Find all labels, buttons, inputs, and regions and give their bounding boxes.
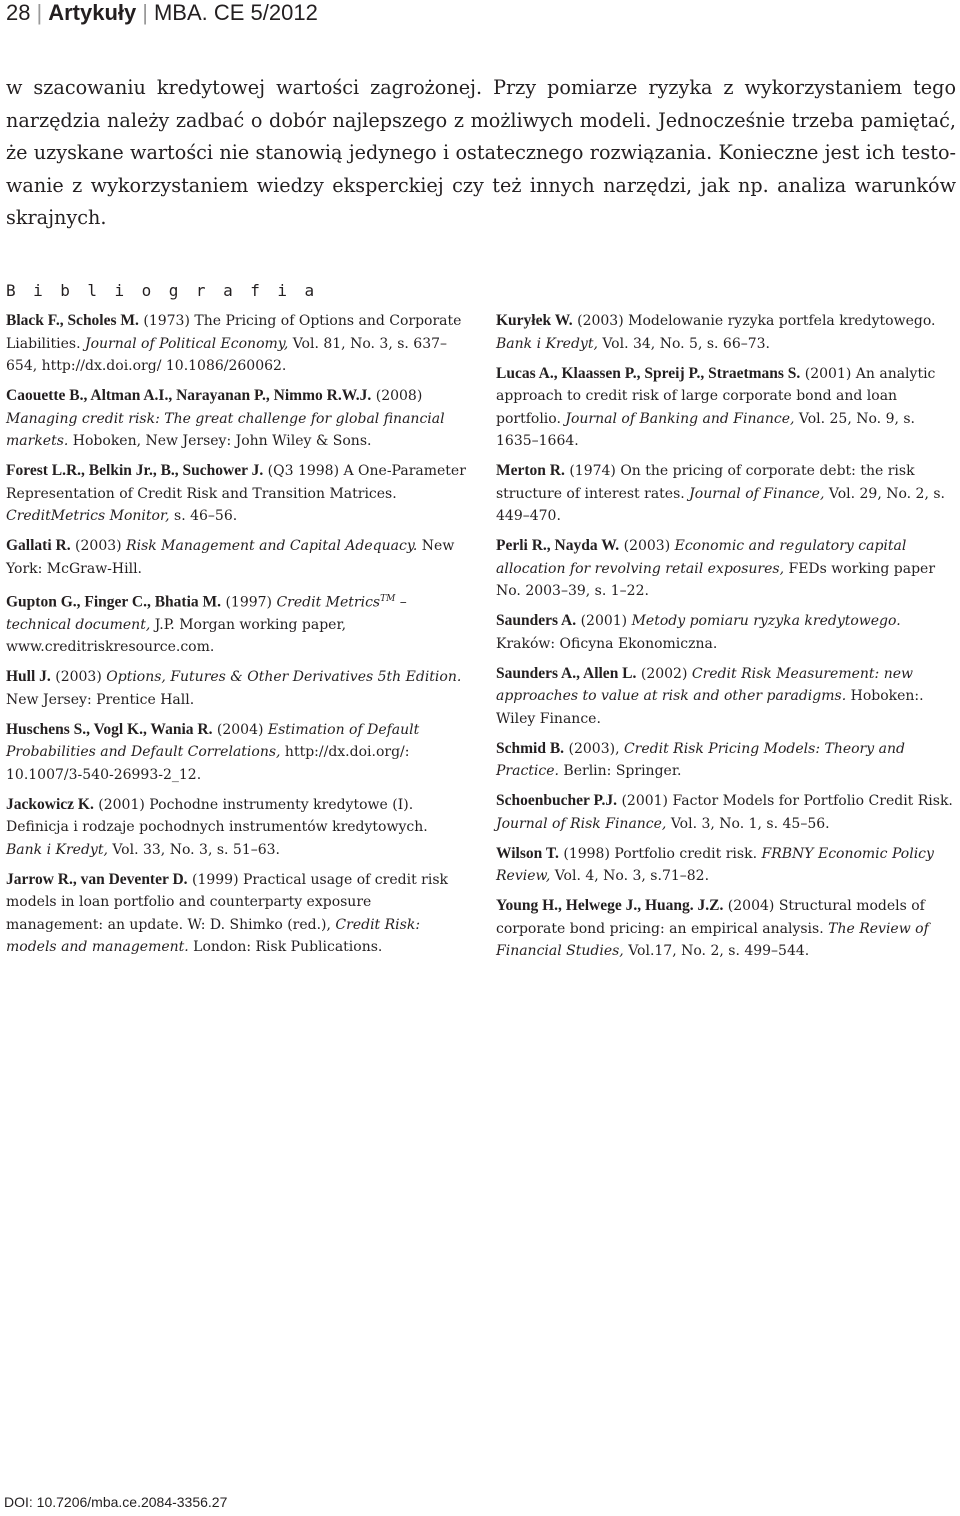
reference-entry: [6, 535, 466, 580]
reference-text: Vol. 29, No. 2, s. 449–470.: [496, 485, 945, 524]
reference-text: (2004): [212, 721, 268, 738]
reference-authors: Kuryłek W.: [496, 312, 573, 329]
intro-line: wanie z wykorzystaniem wiedzy eksperckiej czy też innych narzędzi, jak np. analiza warunków: [6, 173, 956, 197]
reference-entry: [6, 794, 466, 862]
reference-text: New York: McGraw-Hill.: [6, 538, 455, 577]
reference-authors: Wilson T.: [496, 844, 559, 862]
reference-entry: [496, 535, 958, 603]
reference-text: Kraków: Oficyna Ekonomiczna.: [496, 635, 718, 652]
reference-authors: Schmid B.: [496, 739, 565, 757]
reference-entry: [496, 363, 958, 453]
reference-entry: [6, 385, 466, 453]
reference-text: (1974) On the pricing of corporate debt: the risk structure of interest rates.: [496, 463, 915, 502]
reference-text: (2001) Factor Models for Portfolio Credit Risk.: [617, 793, 953, 809]
reference-entry: [496, 610, 958, 655]
reference-title: Options, Futures & Other Derivatives 5th Edition.: [106, 669, 462, 686]
reference-title: The Review of Financial Studies,: [496, 920, 929, 959]
reference-text: (1998) Portfolio credit risk.: [558, 845, 762, 862]
reference-title: Managing credit risk: The great challenge for global financial markets.: [6, 410, 445, 449]
reference-text: (2003),: [564, 740, 624, 757]
reference-entry: [6, 869, 466, 959]
reference-title: Estimation of Default Probabilities and Default Correlations,: [6, 721, 420, 761]
reference-text: (2003) Modelowanie ryzyka portfela kredytowego.: [572, 313, 936, 329]
reference-text: (1997): [221, 594, 277, 611]
reference-title: – technical document,: [6, 594, 407, 633]
reference-text: Hoboken, New Jersey: John Wiley & Sons.: [68, 433, 372, 449]
reference-entry: [6, 666, 466, 711]
reference-authors: Jarrow R., van Deventer D.: [6, 870, 188, 888]
reference-text: (2003): [50, 669, 107, 686]
reference-entry: [6, 719, 466, 787]
reference-text: Vol. 3, No. 1, s. 45–56.: [666, 815, 830, 832]
reference-text: s. 46–56.: [169, 508, 238, 524]
reference-text: (2003): [70, 538, 127, 554]
reference-entry: [496, 843, 958, 888]
reference-text: Hoboken:. Wiley Finance.: [496, 688, 924, 727]
intro-line: narzędzia należy zadbać o dobór najlepszego z możliwych modeli. Jednocześnie trzeba pamiętać,: [6, 108, 956, 132]
reference-entry: [496, 663, 958, 731]
reference-text: Vol. 33, No. 3, s. 51–63.: [107, 841, 281, 858]
reference-authors: Caouette B., Altman A.I., Narayanan P., Nimmo R.W.J.: [6, 387, 372, 404]
reference-title: Credit Risk: models and management.: [6, 916, 421, 956]
reference-title: Metody pomiaru ryzyka kredytowego.: [631, 613, 901, 629]
reference-authors: Black F., Scholes M.: [6, 312, 139, 329]
reference-text: (2002): [636, 665, 692, 682]
header-separator: |: [36, 0, 43, 25]
reference-title: Journal of Banking and Finance,: [565, 410, 795, 427]
bibliography-heading: Bibliografia: [6, 281, 332, 300]
reference-entry: [496, 790, 958, 835]
reference-authors: Jackowicz K.: [6, 795, 94, 813]
intro-line: że uzyskane wartości nie stanowią jedynego i ostatecznego rozwiązania. Konieczne jest ich testo-: [6, 141, 956, 164]
reference-title: Journal of Political Economy,: [85, 335, 289, 352]
reference-title: Credit Metrics: [276, 594, 381, 611]
running-header: [6, 0, 318, 30]
reference-text: New Jersey: Prentice Hall.: [6, 691, 195, 708]
intro-paragraph: [6, 72, 956, 235]
reference-entry: [496, 460, 958, 528]
reference-title: CreditMetrics Monitor,: [6, 508, 170, 524]
reference-title: Journal of Finance,: [689, 485, 825, 502]
reference-authors: Lucas A., Klaassen P., Spreij P., Straetmans S.: [496, 364, 801, 382]
reference-text: (2004) Structural models of corporate bond pricing: an empirical analysis.: [496, 898, 925, 937]
reference-title: FRBNY Economic Policy Review,: [496, 845, 934, 884]
reference-authors: Hull J.: [6, 668, 51, 686]
reference-entry: [6, 460, 466, 528]
reference-text: (2001) Pochodne instrumenty kredytowe (I). Definicja i rodzaje pochodnych instrumentów kredytowych.: [6, 796, 428, 836]
reference-text: Berlin: Springer.: [558, 763, 682, 779]
section-name: Artykuły: [48, 0, 137, 25]
reference-authors: Perli R., Nayda W.: [496, 537, 620, 554]
reference-title: Economic and regulatory capital allocation for revolving retail exposures,: [496, 538, 907, 577]
reference-text: Vol. 81, No. 3, s. 637–654, http://dx.doi.org/ 10.1086/260062.: [6, 335, 448, 374]
reference-authors: Huschens S., Vogl K., Wania R.: [6, 720, 213, 738]
reference-text: (2003): [619, 538, 675, 554]
reference-authors: Merton R.: [496, 462, 565, 479]
intro-line: skrajnych.: [6, 206, 107, 229]
intro-line: w szacowaniu kredytowej wartości zagrożonej. Przy pomiarze ryzyka z wykorzystaniem tego: [6, 76, 956, 99]
reference-superscript: TM: [380, 593, 396, 604]
reference-authors: Gallati R.: [6, 537, 71, 554]
reference-text: Vol.17, No. 2, s. 499–544.: [623, 943, 810, 959]
header-separator: |: [142, 0, 148, 25]
reference-title: Risk Management and Capital Adequacy.: [126, 538, 418, 554]
reference-entry: [6, 310, 466, 378]
journal-name: MBA. CE 5/2012: [153, 0, 318, 25]
reference-authors: Schoenbucher P.J.: [496, 792, 618, 809]
reference-text: Vol. 25, No. 9, s. 1635–1664.: [496, 410, 916, 449]
reference-authors: Gupton G., Finger C., Bhatia M.: [6, 593, 222, 611]
reference-entry: [6, 588, 466, 659]
reference-title: Bank i Kredyt,: [6, 841, 108, 858]
reference-text: J.P. Morgan working paper, www.creditriskresource.com.: [6, 616, 347, 656]
reference-entry: [496, 738, 958, 783]
reference-text: (1999) Practical usage of credit risk models in loan portfolio and counterparty exposure management: an update. W: D. Shimko (red.),: [6, 871, 448, 933]
reference-authors: Forest L.R., Belkin Jr., B., Suchower J.: [6, 462, 264, 479]
reference-authors: Young H., Helwege J., Huang. J.Z.: [496, 897, 724, 914]
reference-entry: [496, 310, 958, 355]
reference-text: http://dx.doi.org/: 10.1007/3-540-26993-2_12.: [6, 744, 410, 783]
reference-text: FEDs working paper No. 2003–39, s. 1–22.: [496, 560, 936, 599]
bibliography-right-column: [496, 310, 958, 970]
reference-text: (Q3 1998) A One-Parameter Representation of Credit Risk and Transition Matrices.: [6, 463, 466, 502]
reference-authors: Saunders A.: [496, 612, 577, 629]
reference-title: Credit Risk Measurement: new approaches to value at risk and other paradigms.: [496, 665, 914, 704]
reference-text: Vol. 34, No. 5, s. 66–73.: [597, 335, 771, 352]
reference-title: Credit Risk Pricing Models: Theory and Practice.: [496, 740, 905, 779]
reference-text: (2008): [371, 388, 423, 404]
reference-text: (1973) The Pricing of Options and Corporate Liabilities.: [6, 313, 462, 352]
page-number: 28: [6, 0, 31, 25]
reference-entry: [496, 895, 958, 963]
bibliography-left-column: [6, 310, 466, 966]
reference-text: London: Risk Publications.: [188, 939, 383, 956]
reference-title: Bank i Kredyt,: [496, 335, 598, 352]
reference-text: (2001) An analytic approach to credit risk of large corporate bond and loan portfolio.: [496, 365, 936, 427]
reference-text: Vol. 4, No. 3, s.71–82.: [550, 868, 710, 884]
doi-footer: DOI: 10.7206/mba.ce.2084-3356.27: [4, 1494, 228, 1510]
reference-title: Journal of Risk Finance,: [496, 815, 667, 832]
reference-text: (2001): [576, 613, 632, 629]
reference-authors: Saunders A., Allen L.: [496, 664, 637, 682]
